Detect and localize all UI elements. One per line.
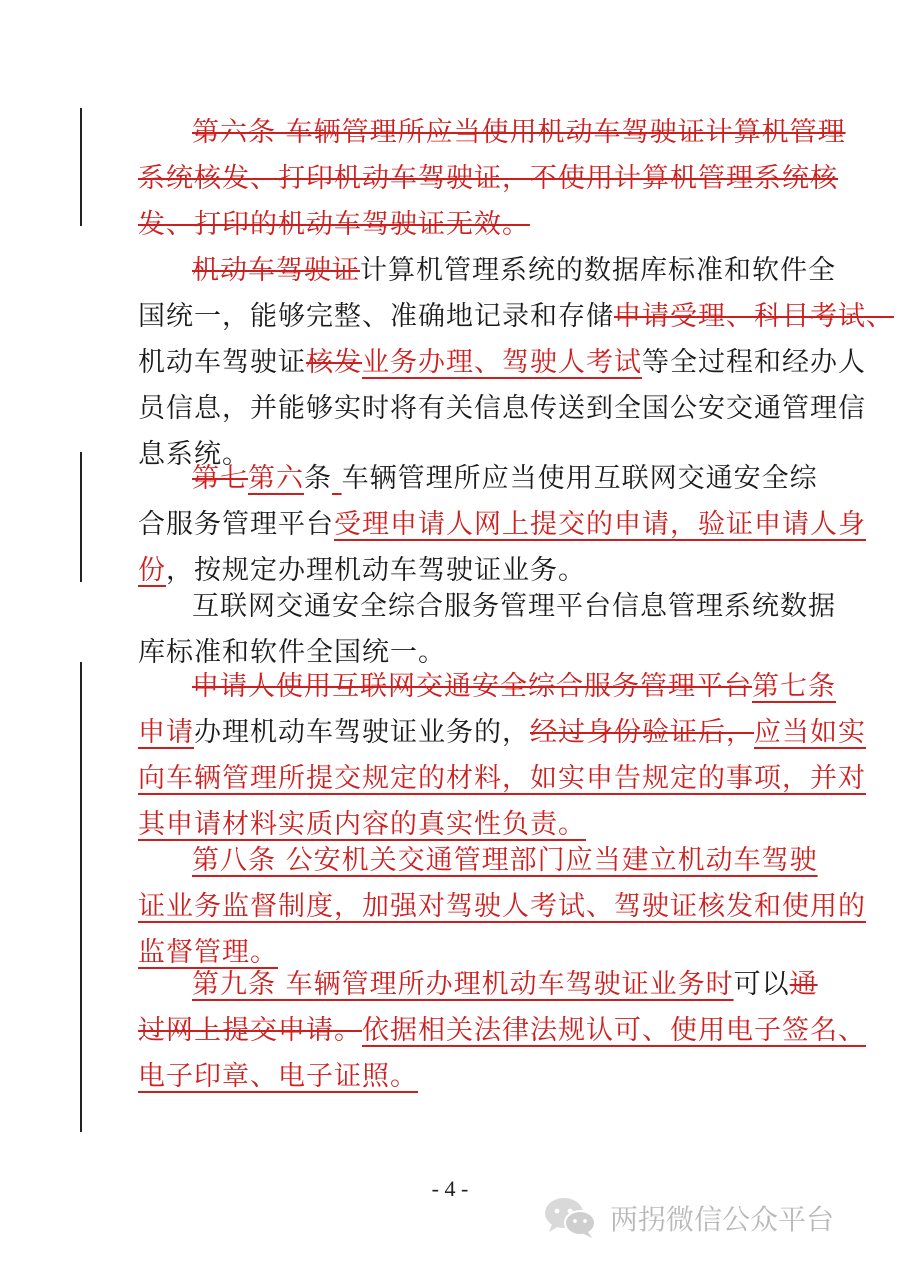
inserted-text: 第七条 — [752, 671, 836, 702]
deleted-text: 发、打印的机动车驾驶证无效。 — [138, 209, 530, 240]
body-text: ，按规定办理机动车驾驶证业务。 — [166, 555, 586, 586]
deleted-text: 系统核发、打印机动车驾驶证，不使用计算机管理系统核 — [138, 163, 838, 194]
body-text: 办理机动车驾驶证业务的， — [194, 717, 530, 748]
inserted-text: 监督管理。 — [138, 937, 278, 968]
inserted-text: 受理申请人网上提交的申请，验证申请人身 — [334, 509, 866, 540]
paragraph — [138, 456, 866, 594]
body-text: 合服务管理平台 — [138, 509, 334, 540]
body-text: 等全过程和经办人 — [642, 347, 866, 378]
text-line — [138, 1054, 778, 1100]
inserted-text: 业务办理、驾驶人考试 — [362, 347, 642, 378]
inserted-text: 第九条 车辆管理所办理机动车驾驶证业务时 — [192, 969, 734, 1000]
inserted-text: 其申请材料实质内容的真实性负责。 — [138, 809, 586, 840]
text-line — [138, 1008, 866, 1054]
deleted-text: 机动车驾驶证 — [192, 255, 360, 286]
change-bar — [80, 662, 82, 1132]
text-line — [138, 456, 818, 502]
paragraph — [138, 248, 894, 478]
text-line — [138, 962, 818, 1008]
inserted-text: 份 — [138, 555, 166, 586]
body-text: 员信息，并能够实时将有关信息传送到全国公安交通管理信 — [138, 393, 866, 424]
change-bar — [80, 452, 82, 582]
text-line — [138, 664, 836, 710]
text-line — [138, 884, 866, 930]
text-line — [138, 110, 846, 156]
paragraph — [138, 110, 846, 248]
change-bar — [80, 108, 82, 226]
text-line — [138, 710, 866, 756]
deleted-text: 核发 — [306, 347, 362, 378]
body-text: 可以 — [733, 969, 790, 1000]
inserted-text: 第六 — [248, 463, 304, 494]
inserted-text: 向车辆管理所提交规定的材料，如实申告规定的事项，并对 — [138, 763, 866, 794]
text-line — [138, 386, 866, 432]
inserted-text: 依据相关法律法规认可、使用电子签名、 — [362, 1015, 866, 1046]
deleted-text: 第六条 车辆管理所应当使用机动车驾驶证计算机管理 — [192, 117, 846, 148]
body-text: 机动车驾驶证 — [138, 347, 306, 378]
text-line — [138, 340, 866, 386]
inserted-text: 应当如实 — [754, 717, 866, 748]
deleted-text: 通 — [789, 969, 818, 1000]
inserted-text: 电子印章、电子证照。 — [138, 1061, 418, 1092]
paragraph — [138, 962, 866, 1100]
body-text: 库标准和软件全国统一。 — [138, 637, 446, 668]
text-line — [138, 202, 778, 248]
body-text: 计算机管理系统的数据库标准和软件全 — [360, 255, 836, 286]
deleted-text: 经过身份验证后， — [530, 717, 754, 748]
deleted-text: 过网上提交申请。 — [138, 1015, 362, 1046]
deleted-text: 申请受理、科目考试、 — [614, 301, 894, 332]
watermark-text: 两拐微信公众平台 — [610, 1203, 835, 1236]
paragraph — [138, 838, 866, 976]
paragraph — [138, 584, 836, 676]
text-line — [138, 156, 838, 202]
deleted-text: 申请人使用互联网交通安全综合服务管理平台 — [192, 671, 752, 702]
text-line — [138, 584, 836, 630]
body-text: 条 — [304, 463, 332, 494]
inserted-text — [332, 463, 342, 494]
page-number: - 4 - — [431, 1176, 469, 1201]
text-line — [138, 502, 866, 548]
body-text: 互联网交通安全综合服务管理平台信息管理系统数据 — [192, 591, 836, 622]
wechat-logo-icon — [540, 1194, 600, 1238]
paragraph — [138, 664, 866, 848]
text-line — [138, 294, 894, 340]
inserted-text: 第八条 公安机关交通管理部门应当建立机动车驾驶 — [192, 845, 818, 876]
body-text: 国统一，能够完整、准确地记录和存储 — [138, 301, 614, 332]
inserted-text: 申请 — [138, 717, 194, 748]
text-line — [138, 838, 818, 884]
text-line — [138, 248, 836, 294]
deleted-text: 第七 — [192, 463, 248, 494]
watermark — [540, 1192, 860, 1242]
body-text: 息系统。 — [138, 439, 250, 470]
inserted-text: 证业务监督制度，加强对驾驶人考试、驾驶证核发和使用的 — [138, 891, 866, 922]
text-line — [138, 756, 866, 802]
body-text: 车辆管理所应当使用互联网交通安全综 — [341, 463, 818, 494]
